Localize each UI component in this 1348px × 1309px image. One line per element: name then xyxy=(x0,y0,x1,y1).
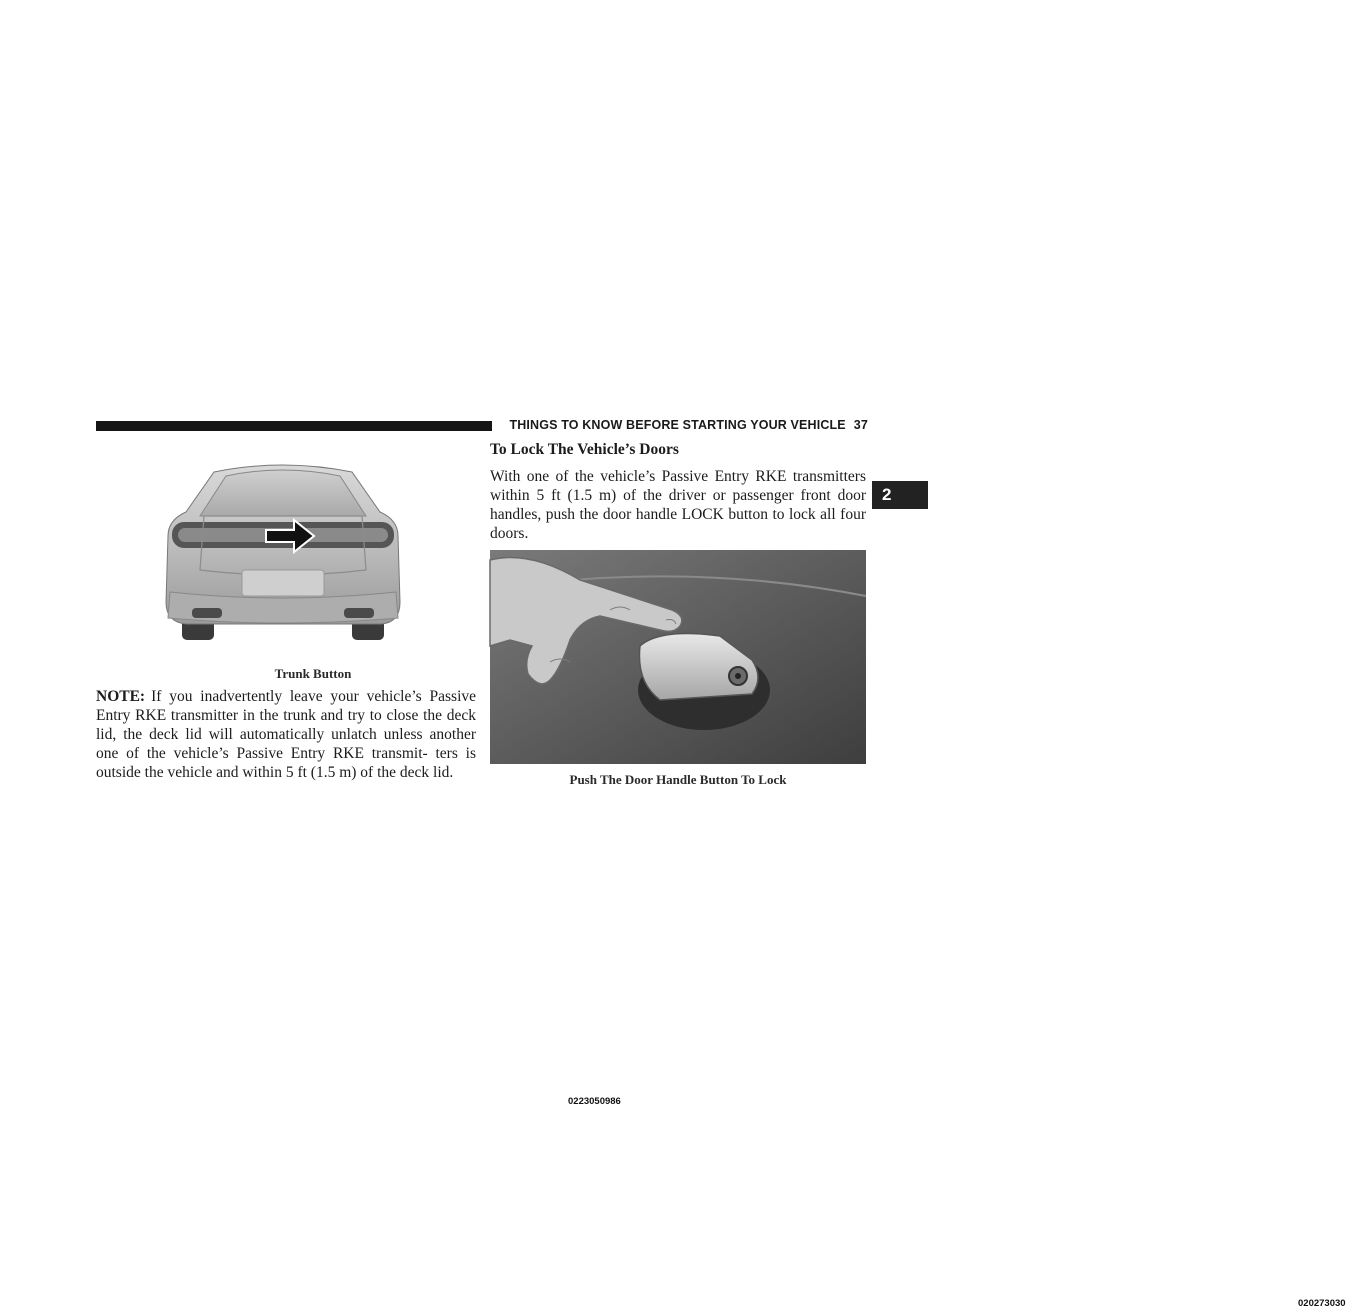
chapter-tab: 2 xyxy=(872,481,928,509)
door-figure-caption: Push The Door Handle Button To Lock xyxy=(569,772,787,787)
running-header xyxy=(504,418,868,432)
car-rear-illustration xyxy=(152,452,474,658)
note-label: NOTE: xyxy=(96,688,146,705)
trunk-figure-caption: Trunk Button xyxy=(274,666,352,681)
figure-code: 0223050986 xyxy=(568,1096,621,1107)
section-title: THINGS TO KNOW BEFORE STARTING YOUR VEHICLE xyxy=(509,418,846,432)
page-number: 37 xyxy=(853,418,868,432)
lock-paragraph: With one of the vehicle’s Passive Entry RKE transmitters within 5 ft (1.5 m) of the driver or passenger front door handles, push the door handle LOCK button to lock all four doors. xyxy=(490,468,866,542)
header-rule xyxy=(96,421,492,431)
door-handle-illustration xyxy=(490,550,866,764)
note-paragraph xyxy=(96,687,476,782)
section-heading: To Lock The Vehicle’s Doors xyxy=(490,441,679,458)
figure-code: 020273030 xyxy=(1298,1298,1346,1309)
note-text: If you inadvertently leave your vehicle’s Passive Entry RKE transmitter in the trunk and try to close the deck lid, the deck lid will automatically unlatch unless another one of the vehicle’s Passive Entry RKE transmit- ters is outside the vehicle and within 5 ft (1.5 m) of the deck lid. xyxy=(96,688,476,781)
